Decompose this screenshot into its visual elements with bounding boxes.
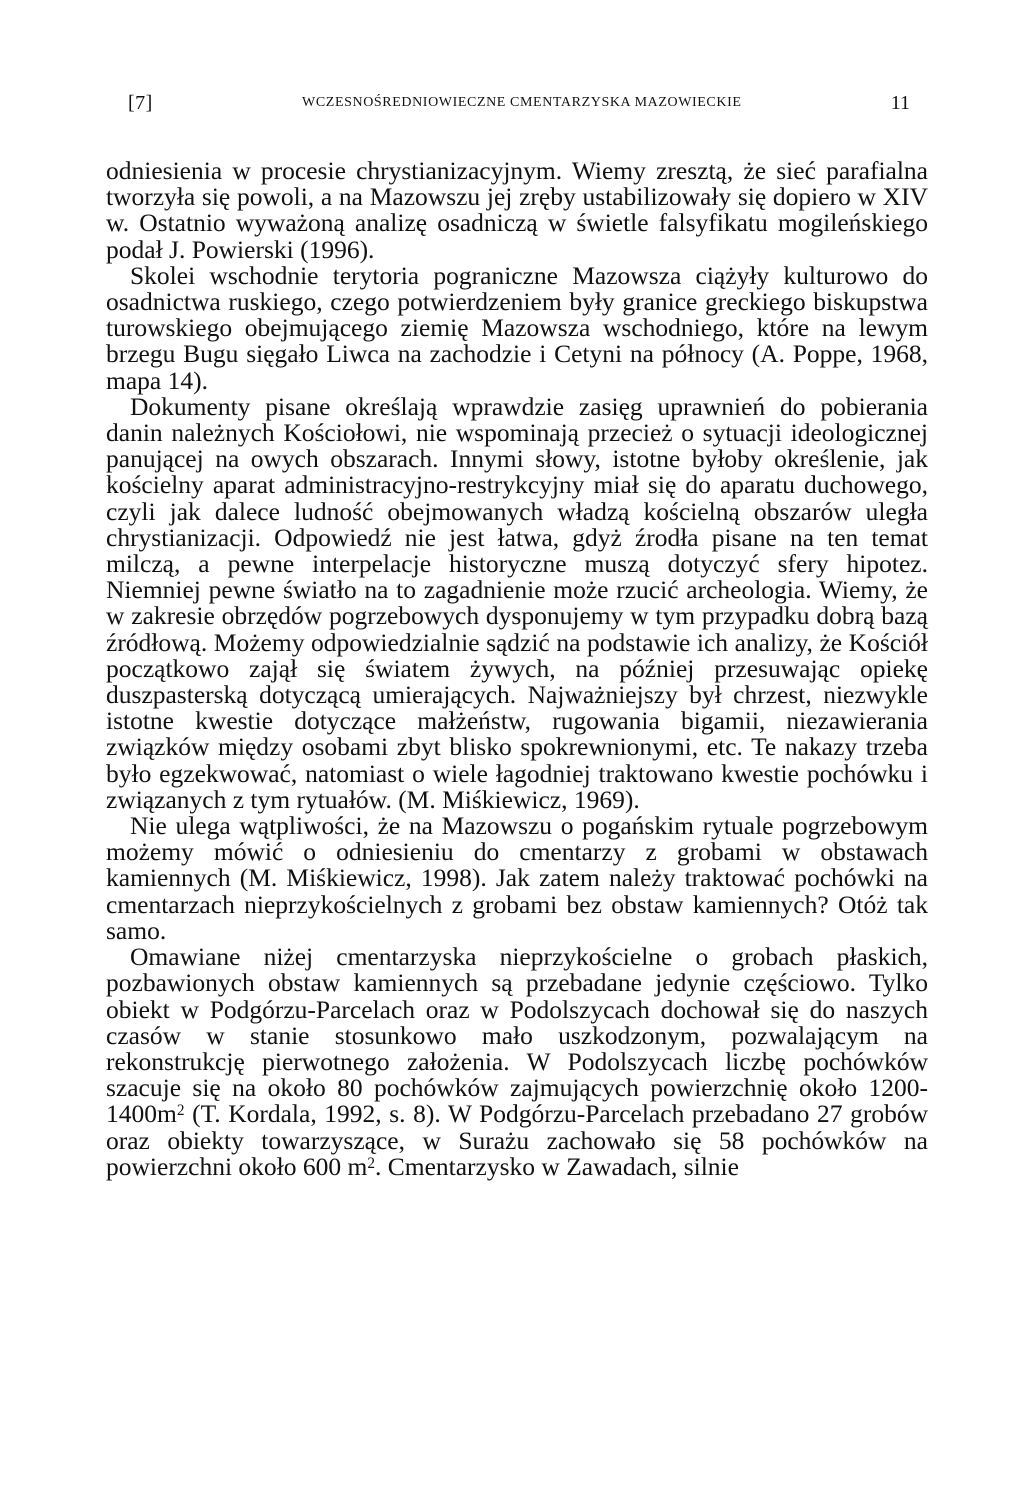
running-title: WCZESNOŚREDNIOWIECZNE CMENTARZYSKA MAZOWIECKIE <box>302 95 742 110</box>
paragraph-2: Skolei wschodnie terytoria pograniczne Mazowsza ciążyły kulturowo do osadnictwa ruskiego, czego potwierdzeniem były granice greckiego biskupstwa turowskiego obejmującego ziemię Mazowsza wschodniego, które na lewym brzegu Bugu sięgało Liwca na zachodzie i Cetyni na północy (A. Poppe, 1968, mapa 14). <box>106 260 928 395</box>
superscript-square: 2 <box>367 1154 375 1172</box>
paragraph-5-part-3: . Cmentarzysko w Zawadach, silnie <box>374 1151 739 1181</box>
paragraph-1: odniesienia w procesie chrystianizacyjnym. Wiemy zresztą, że sieć parafialna tworzyła się powoli, a na Mazowszu jej zręby ustabilizowały się dopiero w XIV w. Ostatnio wyważoną analizę osadniczą w świetle falsyfikatu mogileńskiego podał J. Powierski (1996). <box>106 156 928 264</box>
paragraph-3: Dokumenty pisane określają wprawdzie zasięg uprawnień do pobierania danin należnych Kościołowi, nie wspominają przecież o sytuacji ideologicznej panującej na owych obszarach. Innymi słowy, istotne byłoby określenie, jak kościelny aparat administracyjno-restrykcyjny miał się do aparatu duchowego, czyli jak dalece ludność obejmowanych władzą kościelną obszarów uległa chrystianizacji. Odpowiedź nie jest łatwa, gdyż źrodła pisane na ten temat milczą, a pewne interpelacje historyczne muszą dotyczyć sfery hipotez. Niemniej pewne światło na to zagadnienie może rzucić archeologia. Wiemy, że w zakresie obrzędów pogrzebowych dysponujemy w tym przypadku dobrą bazą źródłową. Możemy odpowiedzialnie sądzić na podstawie ich analizy, że Kościół początkowo zajął się światem żywych, na później przesuwając opiekę duszpasterską dotyczącą umierających. Najważniejszy był chrzest, niezwykle istotne kwestie dotyczące małżeństw, rugowania bigamii, niezawierania związków między osobami zbyt blisko spokrewnionymi, etc. Te nakazy trzeba było egzekwować, natomiast o wiele łagodniej traktowano kwestie pochówku i związanych z tym rytuałów. (M. Miśkiewicz, 1969). <box>106 391 928 814</box>
paragraph-5-part-2: (T. Kordala, 1992, s. 8). W Podgórzu-Parcelach przebadano 27 grobów oraz obiekty towarzyszące, w Surażu zachowało się 58 pochówków na powierzchni około 600 m <box>106 1099 928 1181</box>
paragraph-4: Nie ulega wątpliwości, że na Mazowszu o pogańskim rytuale pogrzebowym możemy mówić o odniesieniu do cmentarzy z grobami w obstawach kamiennych (M. Miśkiewicz, 1998). Jak zatem należy traktować pochówki na cmentarzach nieprzykościelnych z grobami bez obstaw kamiennych? Otóż tak samo. <box>106 811 928 945</box>
paragraph-5-part-1: Omawiane niżej cmentarzyska nieprzykościelne o grobach płaskich, pozbawionych obstaw kamiennych są przebadane jedynie częściowo. Tylko obiekt w Podgórzu-Parcelach oraz w Podolszycach dochował się do naszych czasów w stanie stosunkowo mało uszkodzonym, pozwalającym na rekonstrukcję pierwotnego założenia. W Podolszycach liczbę pochówków szacuje się na około 80 pochówków zajmujących powierzchnię około 1200-1400m <box>106 942 928 1129</box>
body-text <box>106 158 928 1180</box>
page-number: 11 <box>890 91 910 114</box>
section-number: [7] <box>128 91 153 114</box>
paragraph-5 <box>106 944 928 1180</box>
superscript-square: 2 <box>176 1102 185 1120</box>
page-header <box>128 88 910 118</box>
